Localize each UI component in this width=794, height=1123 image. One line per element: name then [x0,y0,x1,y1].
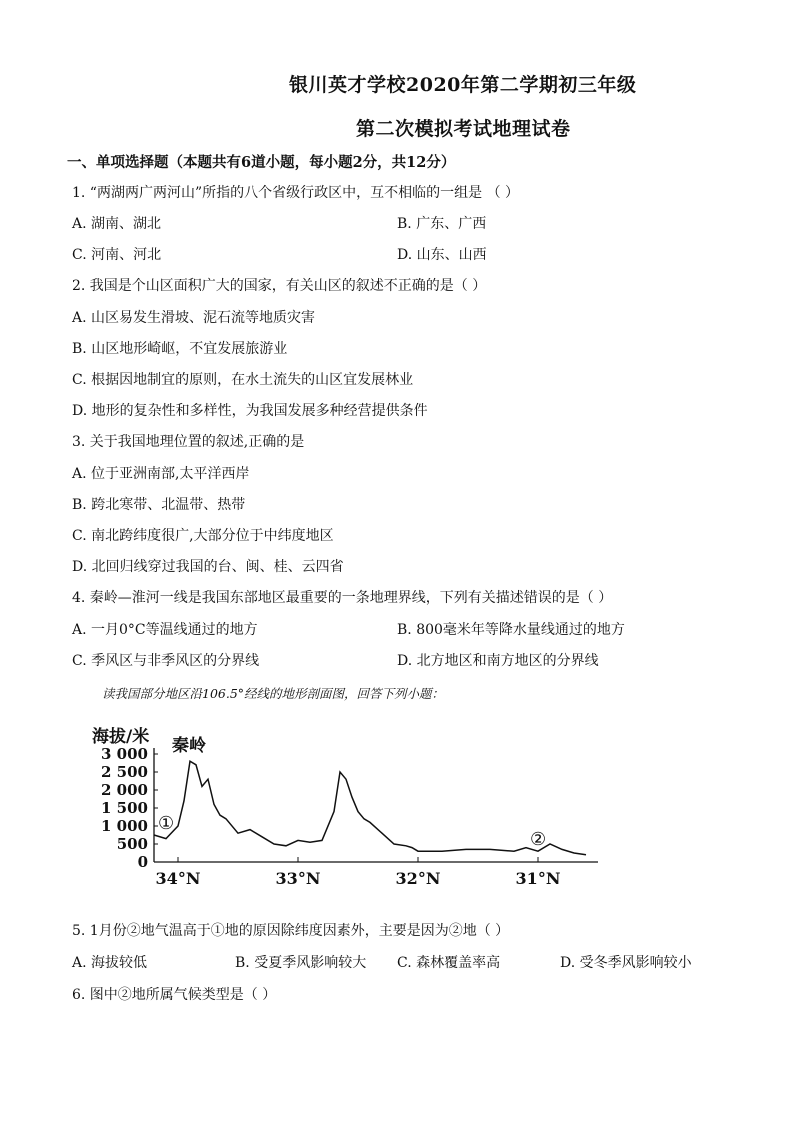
q3-option-d: D. 北回归线穿过我国的台、闽、桂、云四省 [72,559,344,575]
question-1: 1. “两湖两广两河山”所指的八个省级行政区中，互不相临的一组是 （ ） [72,185,520,201]
y-tick-label: 2 500 [101,763,148,781]
q1-option-b: B. 广东、广西 [397,216,487,232]
q1-option-c: C. 河南、河北 [72,247,162,263]
y-tick-label: 3 000 [101,745,148,763]
y-tick-label: 1 500 [101,799,148,817]
q5-option-b: B. 受夏季风影响较大 [235,955,367,971]
section-heading: 一、单项选择题（本题共有6道小题，每小题2分，共12分） [67,154,456,171]
q3-option-c: C. 南北跨纬度很广,大部分位于中纬度地区 [72,528,334,544]
q4-option-c: C. 季风区与非季风区的分界线 [72,653,260,669]
figure-intro: 读我国部分地区沿106.5°经线的地形剖面图，回答下列小题： [102,686,445,701]
terrain-profile-chart [88,722,608,892]
q1-option-d: D. 山东、山西 [397,247,487,263]
q2-option-a: A. 山区易发生滑坡、泥石流等地质灾害 [72,310,316,326]
q5-option-a: A. 海拔较低 [72,955,148,971]
x-tick-label: 33°N [275,869,321,888]
q4-option-b: B. 800毫米年等降水量线通过的地方 [397,622,625,638]
qinling-peak-label: 秦岭 [172,736,206,757]
q3-option-a: A. 位于亚洲南部,太平洋西岸 [72,466,250,482]
exam-title-line1: 银川英才学校2020年第二学期初三年级 [289,74,637,96]
q3-option-b: B. 跨北寒带、北温带、热带 [72,497,246,513]
marker-1-label: ① [158,813,175,834]
q2-option-c: C. 根据因地制宜的原则，在水土流失的山区宜发展林业 [72,372,414,388]
terrain-line [154,761,586,855]
exam-title-line2: 第二次模拟考试地理试卷 [356,118,571,140]
question-3: 3. 关于我国地理位置的叙述,正确的是 [72,434,305,450]
question-2: 2. 我国是个山区面积广大的国家，有关山区的叙述不正确的是（ ） [72,278,487,294]
question-4: 4. 秦岭—淮河一线是我国东部地区最重要的一条地理界线，下列有关描述错误的是（ ） [72,590,613,606]
y-tick-label: 500 [116,835,148,853]
q4-option-d: D. 北方地区和南方地区的分界线 [397,653,599,669]
y-axis-label: 海拔/米 [92,727,150,747]
question-6: 6. 图中②地所属气候类型是（ ） [72,987,277,1003]
y-tick-label: 0 [137,853,148,871]
q5-option-c: C. 森林覆盖率高 [397,955,501,971]
q2-option-b: B. 山区地形崎岖，不宜发展旅游业 [72,341,288,357]
y-tick-label: 2 000 [101,781,148,799]
y-tick-label: 1 000 [101,817,148,835]
x-tick-label: 31°N [515,869,561,888]
question-5: 5. 1月份②地气温高于①地的原因除纬度因素外，主要是因为②地（ ） [72,923,510,939]
q2-option-d: D. 地形的复杂性和多样性，为我国发展多种经营提供条件 [72,403,428,419]
x-tick-label: 34°N [155,869,201,888]
marker-2-label: ② [530,829,547,851]
q4-option-a: A. 一月0°C等温线通过的地方 [72,622,258,638]
x-tick-label: 32°N [395,869,441,888]
q5-option-d: D. 受冬季风影响较小 [560,955,692,971]
q1-option-a: A. 湖南、湖北 [72,216,162,232]
